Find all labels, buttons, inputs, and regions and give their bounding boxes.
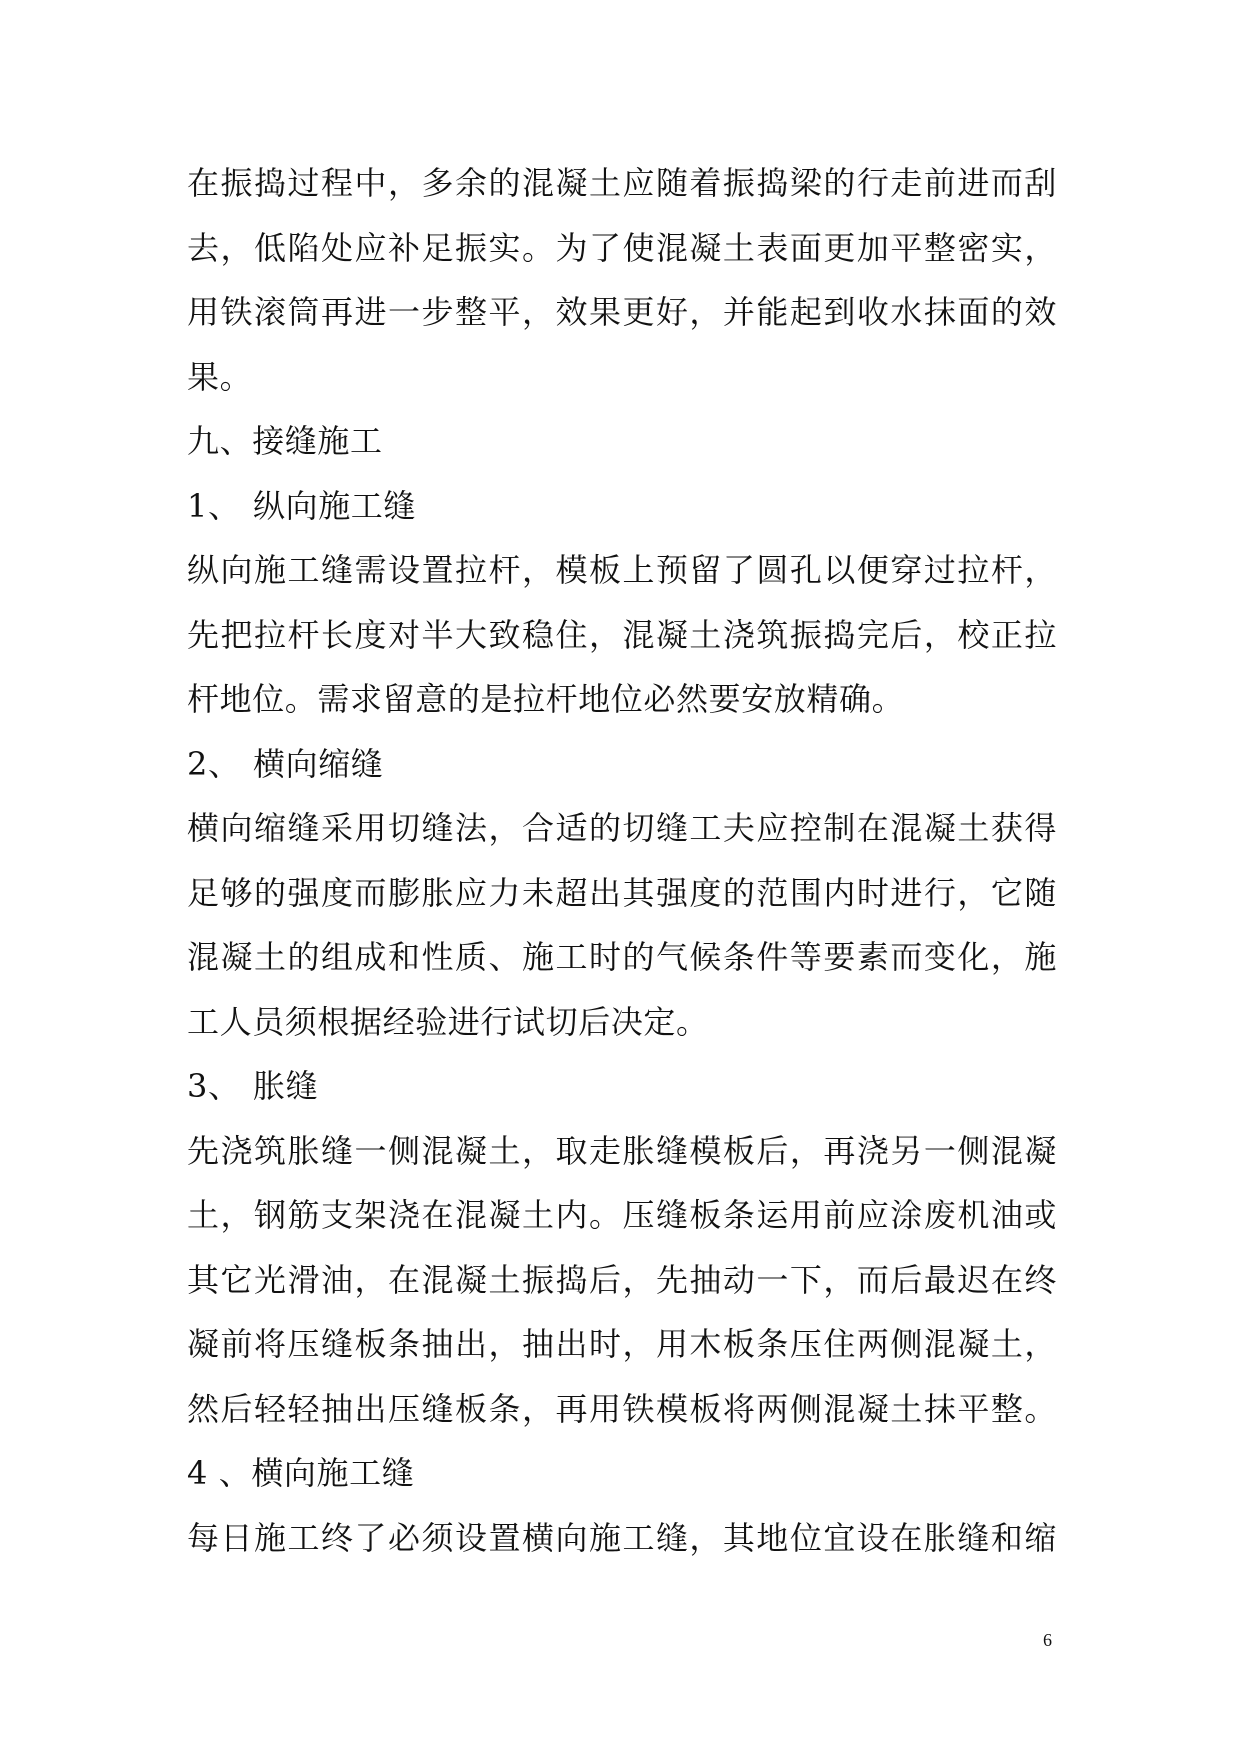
subsection-title: 纵向施工缝: [253, 486, 417, 525]
paragraph-line: 工人员须根据经验进行试切后决定。: [187, 1002, 709, 1041]
paragraph-line: 每日施工终了必须设置横向施工缝，其地位宜设在胀缝和缩: [187, 1518, 1057, 1557]
paragraph-line: 果。: [187, 357, 253, 396]
section-heading: 九、接缝施工: [187, 422, 383, 460]
paragraph-line: 在振捣过程中，多余的混凝土应随着振捣梁的行走前进而刮: [187, 164, 1057, 202]
subsection-number: 4: [187, 1454, 219, 1492]
paragraph-line: 足够的强度而膨胀应力未超出其强度的范围内时进行，它随: [187, 873, 1057, 912]
paragraph-line: 其它光滑油，在混凝土振捣后，先抽动一下，而后最迟在终: [187, 1260, 1057, 1299]
paragraph-line: 然后轻轻抽出压缝板条，再用铁模板将两侧混凝土抹平整。: [187, 1389, 1057, 1428]
paragraph-line: 凝前将压缝板条抽出，抽出时，用木板条压住两侧混凝土，: [187, 1325, 1057, 1363]
subsection-title: 胀缝: [253, 1067, 319, 1105]
subsection-heading: [187, 1054, 1057, 1119]
subsection-heading: [187, 1441, 1057, 1506]
subsection-heading: [187, 732, 1057, 797]
paragraph-line: 土，钢筋支架浇在混凝土内。压缝板条运用前应涂废机油或: [187, 1196, 1057, 1234]
paragraph-line: 先浇筑胀缝一侧混凝土，取走胀缝模板后，再浇另一侧混凝: [187, 1131, 1057, 1170]
subsection-title: 横向缩缝: [253, 744, 384, 783]
paragraph-line: 混凝土的组成和性质、施工时的气候条件等要素而变化，施: [187, 938, 1057, 976]
paragraph-line: 杆地位。需求留意的是拉杆地位必然要安放精确。: [187, 680, 905, 718]
subsection-number: 3、: [187, 1067, 241, 1105]
subsection-title: 、横向施工缝: [218, 1454, 415, 1492]
paragraph-line: 横向缩缝采用切缝法，合适的切缝工夫应控制在混凝土获得: [187, 809, 1057, 847]
paragraph-line: 去，低陷处应补足振实。为了使混凝土表面更加平整密实，: [187, 228, 1057, 267]
paragraph-line: 用铁滚筒再进一步整平，效果更好，并能起到收水抹面的效: [187, 293, 1057, 331]
subsection-number: 2、: [187, 744, 241, 783]
page-number: 6: [1043, 1630, 1052, 1650]
paragraph-line: 纵向施工缝需设置拉杆，模板上预留了圆孔以便穿过拉杆，: [187, 551, 1057, 589]
subsection-heading: [187, 474, 1057, 539]
subsection-number: 1、: [187, 486, 241, 525]
paragraph-line: 先把拉杆长度对半大致稳住，混凝土浇筑振捣完后，校正拉: [187, 615, 1057, 654]
document-body: [187, 151, 1057, 1570]
